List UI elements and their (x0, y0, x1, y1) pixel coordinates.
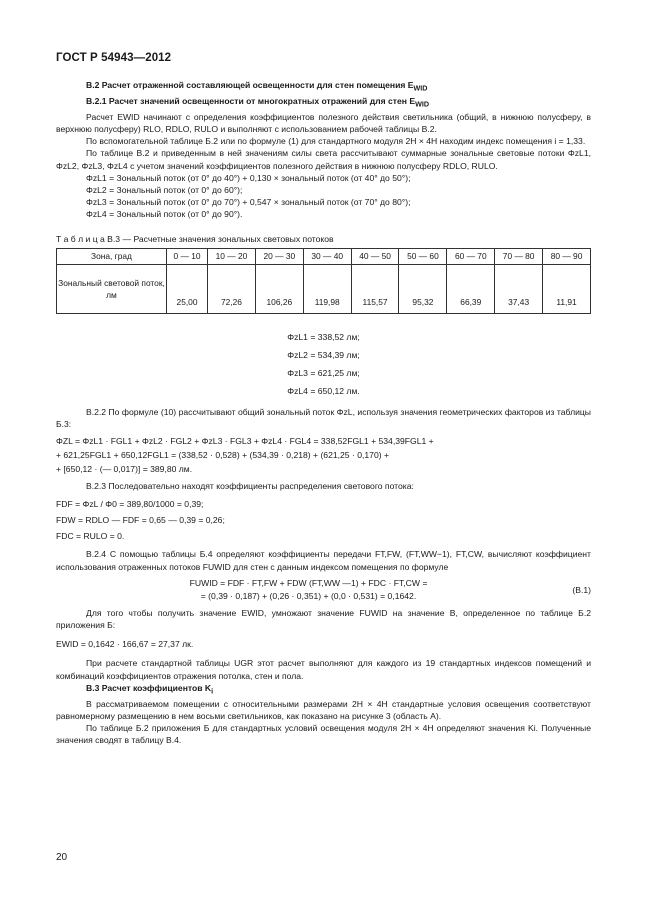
table-header-cell: 30 — 40 (303, 248, 351, 264)
formula-line: FUWID = FDF · FT,FW + FDW (FT,WW —1) + FDC · FT,CW = (189, 577, 428, 588)
table-header-cell: 60 — 70 (447, 248, 495, 264)
table-cell: 95,32 (399, 264, 447, 313)
equation-number: (В.1) (572, 584, 591, 595)
paragraph: По таблице Б.2 приложения Б для стандартных условий освещения модуля 2H × 4H определяют значения Ki. Полученные значения сводят в таблицу В.4. (56, 723, 591, 746)
table-header-cell: 80 — 90 (543, 248, 591, 264)
table-row-label: Зональный световой поток, лм (57, 264, 167, 313)
page-content (56, 79, 591, 746)
flux-result: ΦzL1 = 338,52 лм; (287, 331, 360, 342)
paragraph: По таблице В.2 и приведенным в ней значениям силы света рассчитывают суммарные зональные световые потоки ΦzL1, ΦzL2, ΦzL3, ΦzL4 с учетом значений коэффициентов полезного действия в нижнюю полусферу RDLO, RULO. (56, 148, 591, 171)
formula-line: + [650,12 · (— 0,017)] = 389,80 лм. (56, 464, 193, 475)
table-cell: 106,26 (255, 264, 303, 313)
section-b2-title: В.2 Расчет отраженной составляющей освещенности для стен помещения $E_{WID}$ (86, 80, 428, 93)
table-header-cell: 10 — 20 (208, 248, 256, 264)
formula-line: FDC = RULO = 0. (56, 531, 125, 542)
standard-header: ГОСТ Р 54943—2012 (56, 52, 172, 64)
table-cell: 37,43 (495, 264, 543, 313)
table-cell: 25,00 (167, 264, 208, 313)
flux-result: ΦzL2 = 534,39 лм; (287, 349, 360, 360)
flux-definition: ΦzL4 = Зональный поток (от 0° до 90°). (86, 209, 243, 220)
section-b21-title: В.2.1 Расчет значений освещенности от многократных отражений для стен $E_{WID}$ (86, 95, 430, 109)
page-number: 20 (56, 852, 68, 863)
formula-line: = (0,39 · 0,187) + (0,26 · 0,351) + (0,0 · 0,531) = 0,1642. (200, 590, 417, 601)
flux-result: ΦzL4 = 650,12 лм. (287, 385, 360, 396)
formula-line: + 621,25FGL1 + 650,12FGL1 = (338,52 · 0,528) + (534,39 · 0,218) + (621,25 · 0,170) + (56, 450, 389, 461)
table-header-cell: 40 — 50 (351, 248, 399, 264)
section-b3-title: В.3 Расчет коэффициентов $K_i$ (86, 682, 214, 696)
table-header-cell: Зона, град (57, 248, 167, 264)
flux-definition: ΦzL2 = Зональный поток (от 0° до 60°); (86, 185, 243, 196)
table-row (57, 264, 591, 313)
table-header-row (57, 248, 591, 264)
table-cell: 11,91 (543, 264, 591, 313)
table-header-cell: 50 — 60 (399, 248, 447, 264)
table-header-cell: 70 — 80 (495, 248, 543, 264)
table-header-cell: 0 — 10 (167, 248, 208, 264)
flux-definition: ΦzL1 = Зональный поток (от 0° до 40°) + 0,130 × зональный поток (от 40° до 50°); (86, 172, 411, 183)
formula-10 (56, 434, 591, 476)
equation-b1 (56, 577, 591, 603)
paragraph: В рассматриваемом помещении с относительными размерами 2H × 4H стандартные условия освещения соответствуют равномерному размещению в нем восьми светильников, как показано на рисунке 3 (область А). (56, 698, 591, 721)
flux-result: ΦzL3 = 621,25 лм; (287, 367, 360, 378)
formula-line: FDF = ΦzL / Φ0 = 389,80/1000 = 0,39; (56, 499, 204, 510)
paragraph: Для того чтобы получить значение EWID, умножают значение FUWID на значение B, определенное по таблице Б.2 приложения Б: (56, 607, 591, 631)
paragraph: По вспомогательной таблице Б.2 или по формуле (1) для стандартного модуля 2H × 4H находим индекс помещения i = 1,33. (86, 136, 586, 147)
paragraph: При расчете стандартной таблицы UGR этот расчет выполняют для каждого из 19 стандартных индексов помещений и комбинаций коэффициентов отражения потолка, стен и пола. (56, 658, 591, 681)
formula-line: FDW = RDLO — FDF = 0,65 — 0,39 = 0,26; (56, 515, 225, 526)
table-cell: 66,39 (447, 264, 495, 313)
flux-results (56, 328, 591, 400)
formula-line: ΦZL = ΦzL1 · FGL1 + ΦzL2 · FGL2 + ΦzL3 · FGL3 + ΦzL4 · FGL4 = 338,52FGL1 + 534,39FGL1 + (56, 436, 434, 447)
flux-definition: ΦzL3 = Зональный поток (от 0° до 70°) + 0,547 × зональный поток (от 70° до 80°); (86, 197, 411, 208)
paragraph: В.2.4 С помощью таблицы Б.4 определяют коэффициенты передачи FT,FW, (FT,WW−1), FT,CW, вычисляют коэффициент использования отраженных потоков FUWID для стен с данным индексом помещения по формуле (56, 549, 591, 572)
coefficient-formulas (56, 496, 591, 544)
paragraph: Расчет EWID начинают с определения коэффициентов полезного действия светильника (общий, в нижнюю полусферу, в верхнюю полусферу) RLO, RDLO, RULO и выполняют с использованием рабочей таблицы В.2. (56, 111, 591, 135)
table-cell: 72,26 (208, 264, 256, 313)
table-cell: 119,98 (303, 264, 351, 313)
ewid-result: EWID = 0,1642 · 166,67 = 27,37 лк. (56, 639, 194, 650)
paragraph: В.2.2 По формуле (10) рассчитывают общий зональный поток ΦzL, используя значения геометрических факторов из таблицы Б.3: (56, 406, 591, 430)
table-caption: Т а б л и ц а В.3 — Расчетные значения зональных световых потоков (56, 233, 334, 244)
table-header-cell: 20 — 30 (255, 248, 303, 264)
paragraph: В.2.3 Последовательно находят коэффициенты распределения светового потока: (86, 481, 414, 492)
zonal-flux-table (56, 248, 591, 314)
table-cell: 115,57 (351, 264, 399, 313)
